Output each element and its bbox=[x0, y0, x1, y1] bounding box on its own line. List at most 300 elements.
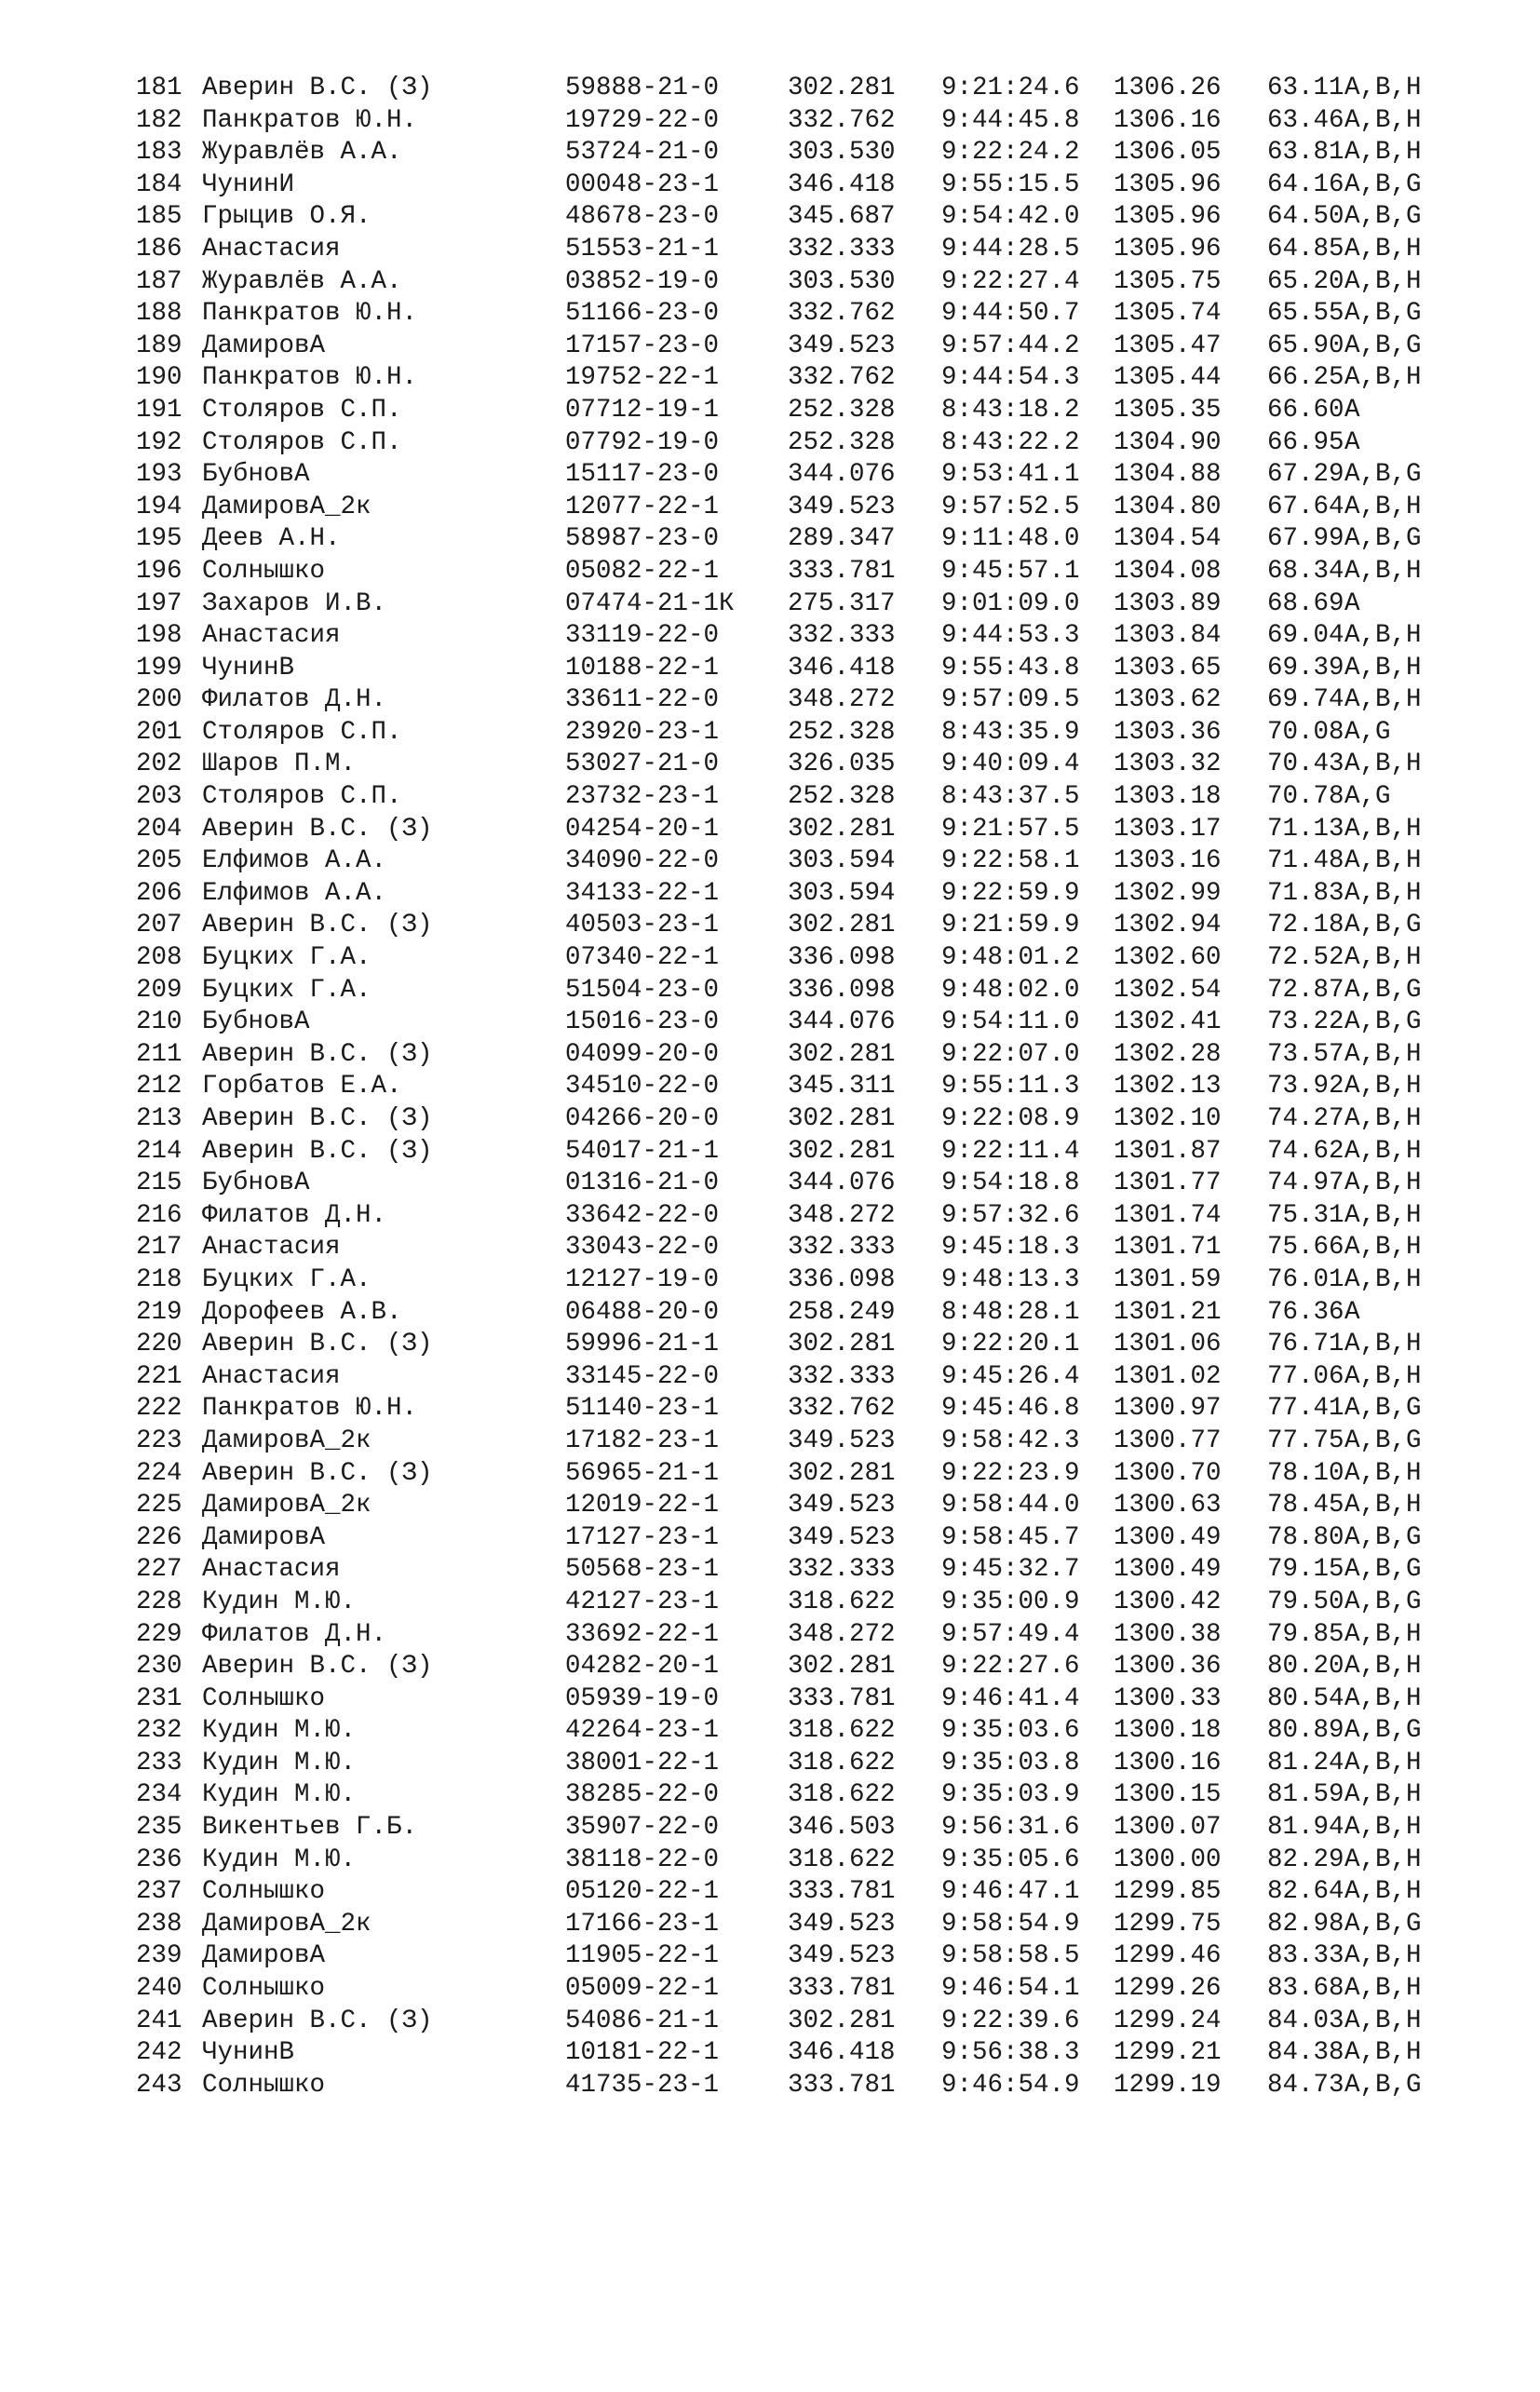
place-number: 227 bbox=[136, 1555, 182, 1585]
arrival-time: 9:55:43.8 bbox=[941, 653, 1080, 682]
ring-number: 10181-22-1 bbox=[565, 2038, 720, 2068]
result-row bbox=[136, 1200, 1422, 1233]
coefficient: 70.78 bbox=[1267, 782, 1344, 812]
distance-km: 252.328 bbox=[788, 395, 896, 425]
result-row bbox=[136, 427, 1360, 460]
place-number: 205 bbox=[136, 846, 182, 876]
ring-number: 01316-21-0 bbox=[565, 1169, 720, 1198]
speed: 1305.47 bbox=[1114, 331, 1222, 360]
ring-number: 51166-23-0 bbox=[565, 299, 720, 329]
arrival-time: 9:54:42.0 bbox=[941, 202, 1080, 232]
coefficient: 76.01 bbox=[1267, 1264, 1344, 1294]
coefficient: 70.43 bbox=[1267, 750, 1344, 779]
result-row bbox=[136, 588, 1360, 621]
coefficient: 66.25 bbox=[1267, 363, 1344, 393]
coefficient: 71.48 bbox=[1267, 846, 1344, 876]
result-row bbox=[136, 1845, 1422, 1877]
place-number: 189 bbox=[136, 331, 182, 360]
place-number: 202 bbox=[136, 750, 182, 779]
result-row bbox=[136, 942, 1422, 975]
fancier-name: Солнышко bbox=[202, 1877, 326, 1907]
speed: 1305.96 bbox=[1114, 202, 1222, 232]
place-number: 224 bbox=[136, 1458, 182, 1488]
speed: 1305.35 bbox=[1114, 395, 1222, 425]
coefficient: 64.85 bbox=[1267, 234, 1344, 264]
result-row bbox=[136, 492, 1422, 524]
place-number: 204 bbox=[136, 814, 182, 844]
ring-number: 58987-23-0 bbox=[565, 524, 720, 554]
result-row bbox=[136, 717, 1391, 750]
coefficient: 80.54 bbox=[1267, 1683, 1344, 1713]
result-row bbox=[136, 684, 1422, 717]
result-row bbox=[136, 1232, 1422, 1264]
distance-km: 349.523 bbox=[788, 331, 896, 360]
coefficient: 79.50 bbox=[1267, 1587, 1344, 1616]
distance-km: 252.328 bbox=[788, 717, 896, 747]
place-number: 229 bbox=[136, 1619, 182, 1649]
distance-km: 332.762 bbox=[788, 363, 896, 393]
groups: A,B,H bbox=[1344, 750, 1422, 779]
distance-km: 252.328 bbox=[788, 427, 896, 457]
speed: 1299.21 bbox=[1114, 2038, 1222, 2068]
place-number: 233 bbox=[136, 1748, 182, 1777]
place-number: 222 bbox=[136, 1394, 182, 1424]
groups: A,B,G bbox=[1344, 1909, 1422, 1939]
result-row bbox=[136, 1587, 1422, 1619]
ring-number: 05082-22-1 bbox=[565, 556, 720, 586]
distance-km: 345.311 bbox=[788, 1072, 896, 1101]
arrival-time: 9:48:13.3 bbox=[941, 1264, 1080, 1294]
distance-km: 344.076 bbox=[788, 1169, 896, 1198]
place-number: 200 bbox=[136, 685, 182, 715]
distance-km: 333.781 bbox=[788, 1877, 896, 1907]
place-number: 185 bbox=[136, 202, 182, 232]
fancier-name: ДамировА_2к bbox=[202, 1426, 371, 1455]
coefficient: 65.90 bbox=[1267, 331, 1344, 360]
arrival-time: 9:21:24.6 bbox=[941, 74, 1080, 102]
groups: A,B,H bbox=[1344, 1683, 1422, 1713]
distance-km: 302.281 bbox=[788, 1104, 896, 1133]
coefficient: 79.85 bbox=[1267, 1619, 1344, 1649]
distance-km: 258.249 bbox=[788, 1297, 896, 1327]
ring-number: 12019-22-1 bbox=[565, 1491, 720, 1520]
groups: A,B,H bbox=[1344, 1748, 1422, 1777]
ring-number: 38285-22-0 bbox=[565, 1780, 720, 1810]
arrival-time: 9:57:09.5 bbox=[941, 685, 1080, 715]
place-number: 218 bbox=[136, 1264, 182, 1294]
coefficient: 72.52 bbox=[1267, 943, 1344, 973]
speed: 1302.54 bbox=[1114, 975, 1222, 1005]
ring-number: 17157-23-0 bbox=[565, 331, 720, 360]
groups: A,B,H bbox=[1344, 1845, 1422, 1874]
speed: 1303.89 bbox=[1114, 588, 1222, 618]
coefficient: 78.80 bbox=[1267, 1522, 1344, 1552]
speed: 1300.70 bbox=[1114, 1458, 1222, 1488]
place-number: 186 bbox=[136, 234, 182, 264]
place-number: 241 bbox=[136, 2006, 182, 2035]
coefficient: 72.87 bbox=[1267, 975, 1344, 1005]
speed: 1303.65 bbox=[1114, 653, 1222, 682]
result-row bbox=[136, 1103, 1422, 1136]
fancier-name: БубновА bbox=[202, 1169, 310, 1198]
ring-number: 07474-21-1К bbox=[565, 588, 735, 618]
result-row bbox=[136, 459, 1422, 492]
place-number: 199 bbox=[136, 653, 182, 682]
fancier-name: Столяров С.П. bbox=[202, 782, 402, 812]
speed: 1300.49 bbox=[1114, 1555, 1222, 1585]
distance-km: 333.781 bbox=[788, 2070, 896, 2100]
fancier-name: Анастасия bbox=[202, 234, 341, 264]
result-row bbox=[136, 814, 1422, 846]
speed: 1304.54 bbox=[1114, 524, 1222, 554]
result-row bbox=[136, 1651, 1422, 1683]
arrival-time: 9:58:54.9 bbox=[941, 1909, 1080, 1939]
result-row bbox=[136, 331, 1422, 363]
fancier-name: Аверин В.С. (З) bbox=[202, 2006, 433, 2035]
place-number: 181 bbox=[136, 74, 182, 102]
distance-km: 346.418 bbox=[788, 2038, 896, 2068]
coefficient: 68.34 bbox=[1267, 556, 1344, 586]
ring-number: 33611-22-0 bbox=[565, 685, 720, 715]
distance-km: 302.281 bbox=[788, 74, 896, 102]
place-number: 231 bbox=[136, 1683, 182, 1713]
fancier-name: БубновА bbox=[202, 1007, 310, 1037]
place-number: 230 bbox=[136, 1652, 182, 1682]
result-row bbox=[136, 556, 1422, 588]
speed: 1300.42 bbox=[1114, 1587, 1222, 1616]
speed: 1300.38 bbox=[1114, 1619, 1222, 1649]
speed: 1305.44 bbox=[1114, 363, 1222, 393]
arrival-time: 9:46:47.1 bbox=[941, 1877, 1080, 1907]
coefficient: 71.13 bbox=[1267, 814, 1344, 844]
result-row bbox=[136, 1458, 1422, 1491]
speed: 1302.99 bbox=[1114, 878, 1222, 908]
place-number: 190 bbox=[136, 363, 182, 393]
coefficient: 79.15 bbox=[1267, 1555, 1344, 1585]
arrival-time: 9:35:03.6 bbox=[941, 1716, 1080, 1746]
distance-km: 303.530 bbox=[788, 266, 896, 296]
groups: A,B,G bbox=[1344, 169, 1422, 199]
arrival-time: 9:56:38.3 bbox=[941, 2038, 1080, 2068]
arrival-time: 8:43:35.9 bbox=[941, 717, 1080, 747]
groups: A,B,H bbox=[1344, 74, 1422, 102]
arrival-time: 9:53:41.1 bbox=[941, 460, 1080, 490]
fancier-name: Кудин М.Ю. bbox=[202, 1587, 357, 1616]
arrival-time: 9:45:57.1 bbox=[941, 556, 1080, 586]
arrival-time: 9:57:44.2 bbox=[941, 331, 1080, 360]
coefficient: 77.75 bbox=[1267, 1426, 1344, 1455]
result-row bbox=[136, 2006, 1422, 2038]
fancier-name: Деев А.Н. bbox=[202, 524, 341, 554]
distance-km: 332.333 bbox=[788, 1233, 896, 1263]
place-number: 223 bbox=[136, 1426, 182, 1455]
result-row bbox=[136, 878, 1422, 911]
coefficient: 82.98 bbox=[1267, 1909, 1344, 1939]
coefficient: 72.18 bbox=[1267, 911, 1344, 940]
fancier-name: Филатов Д.Н. bbox=[202, 1619, 387, 1649]
groups: A,B,G bbox=[1344, 524, 1422, 554]
coefficient: 83.68 bbox=[1267, 1974, 1344, 2004]
coefficient: 70.08 bbox=[1267, 717, 1344, 747]
ring-number: 15016-23-0 bbox=[565, 1007, 720, 1037]
arrival-time: 9:58:44.0 bbox=[941, 1491, 1080, 1520]
speed: 1303.16 bbox=[1114, 846, 1222, 876]
place-number: 209 bbox=[136, 975, 182, 1005]
speed: 1302.13 bbox=[1114, 1072, 1222, 1101]
arrival-time: 9:44:45.8 bbox=[941, 105, 1080, 135]
groups: A,B,H bbox=[1344, 105, 1422, 135]
arrival-time: 9:22:20.1 bbox=[941, 1330, 1080, 1359]
distance-km: 346.503 bbox=[788, 1813, 896, 1843]
distance-km: 349.523 bbox=[788, 1941, 896, 1971]
groups: A,B,H bbox=[1344, 878, 1422, 908]
place-number: 217 bbox=[136, 1233, 182, 1263]
ring-number: 07712-19-1 bbox=[565, 395, 720, 425]
groups: A,B,H bbox=[1344, 492, 1422, 521]
ring-number: 19729-22-0 bbox=[565, 105, 720, 135]
arrival-time: 9:21:59.9 bbox=[941, 911, 1080, 940]
ring-number: 04282-20-1 bbox=[565, 1652, 720, 1682]
place-number: 195 bbox=[136, 524, 182, 554]
coefficient: 67.29 bbox=[1267, 460, 1344, 490]
fancier-name: Панкратов Ю.Н. bbox=[202, 1394, 418, 1424]
speed: 1304.08 bbox=[1114, 556, 1222, 586]
speed: 1301.02 bbox=[1114, 1361, 1222, 1391]
speed: 1301.59 bbox=[1114, 1264, 1222, 1294]
speed: 1306.16 bbox=[1114, 105, 1222, 135]
fancier-name: Аверин В.С. (З) bbox=[202, 1104, 433, 1133]
arrival-time: 9:22:23.9 bbox=[941, 1458, 1080, 1488]
result-row bbox=[136, 1361, 1422, 1394]
groups: A,B,H bbox=[1344, 1072, 1422, 1101]
arrival-time: 9:48:02.0 bbox=[941, 975, 1080, 1005]
coefficient: 69.74 bbox=[1267, 685, 1344, 715]
result-row bbox=[136, 2037, 1422, 2070]
coefficient: 76.36 bbox=[1267, 1297, 1344, 1327]
result-row bbox=[136, 910, 1422, 942]
coefficient: 67.64 bbox=[1267, 492, 1344, 521]
ring-number: 07340-22-1 bbox=[565, 943, 720, 973]
distance-km: 303.594 bbox=[788, 878, 896, 908]
fancier-name: ДамировА bbox=[202, 1941, 326, 1971]
groups: A,B,H bbox=[1344, 2006, 1422, 2035]
coefficient: 84.03 bbox=[1267, 2006, 1344, 2035]
result-row bbox=[136, 653, 1422, 685]
place-number: 201 bbox=[136, 717, 182, 747]
result-row bbox=[136, 1522, 1422, 1555]
fancier-name: ЧунинВ bbox=[202, 653, 295, 682]
speed: 1306.26 bbox=[1114, 74, 1222, 102]
arrival-time: 9:44:53.3 bbox=[941, 621, 1080, 651]
arrival-time: 9:22:27.4 bbox=[941, 266, 1080, 296]
distance-km: 252.328 bbox=[788, 782, 896, 812]
place-number: 228 bbox=[136, 1587, 182, 1616]
result-row bbox=[136, 620, 1422, 653]
ring-number: 11905-22-1 bbox=[565, 1941, 720, 1971]
arrival-time: 9:55:11.3 bbox=[941, 1072, 1080, 1101]
coefficient: 83.33 bbox=[1267, 1941, 1344, 1971]
fancier-name: Журавлёв А.А. bbox=[202, 138, 402, 168]
result-row bbox=[136, 1297, 1360, 1330]
arrival-time: 8:43:37.5 bbox=[941, 782, 1080, 812]
groups: A,B,H bbox=[1344, 2038, 1422, 2068]
arrival-time: 9:22:58.1 bbox=[941, 846, 1080, 876]
speed: 1303.84 bbox=[1114, 621, 1222, 651]
result-row bbox=[136, 781, 1391, 814]
result-row bbox=[136, 298, 1422, 331]
fancier-name: Аверин В.С. (З) bbox=[202, 1458, 433, 1488]
groups: A,B,H bbox=[1344, 814, 1422, 844]
groups: A,B,G bbox=[1344, 331, 1422, 360]
speed: 1299.24 bbox=[1114, 2006, 1222, 2035]
distance-km: 336.098 bbox=[788, 1264, 896, 1294]
groups: A,B,H bbox=[1344, 1877, 1422, 1907]
place-number: 235 bbox=[136, 1813, 182, 1843]
groups: A,B,H bbox=[1344, 1941, 1422, 1971]
place-number: 221 bbox=[136, 1361, 182, 1391]
result-row bbox=[136, 1748, 1422, 1780]
distance-km: 336.098 bbox=[788, 975, 896, 1005]
fancier-name: Шаров П.М. bbox=[202, 750, 357, 779]
arrival-time: 9:57:49.4 bbox=[941, 1619, 1080, 1649]
result-row bbox=[136, 362, 1422, 395]
result-row bbox=[136, 1007, 1422, 1039]
groups: A,B,H bbox=[1344, 1780, 1422, 1810]
place-number: 197 bbox=[136, 588, 182, 618]
result-row bbox=[136, 1715, 1422, 1748]
place-number: 234 bbox=[136, 1780, 182, 1810]
groups: A,B,H bbox=[1344, 685, 1422, 715]
distance-km: 332.762 bbox=[788, 299, 896, 329]
result-row bbox=[136, 73, 1422, 105]
coefficient: 67.99 bbox=[1267, 524, 1344, 554]
coefficient: 84.73 bbox=[1267, 2070, 1344, 2100]
fancier-name: Солнышко bbox=[202, 1683, 326, 1713]
fancier-name: Буцких Г.А. bbox=[202, 1264, 371, 1294]
distance-km: 333.781 bbox=[788, 556, 896, 586]
groups: A,B,G bbox=[1344, 1587, 1422, 1616]
arrival-time: 9:46:54.1 bbox=[941, 1974, 1080, 2004]
groups: A,B,H bbox=[1344, 1813, 1422, 1843]
place-number: 196 bbox=[136, 556, 182, 586]
speed: 1300.36 bbox=[1114, 1652, 1222, 1682]
coefficient: 82.29 bbox=[1267, 1845, 1344, 1874]
distance-km: 349.523 bbox=[788, 492, 896, 521]
speed: 1305.96 bbox=[1114, 169, 1222, 199]
groups: A,B,H bbox=[1344, 1652, 1422, 1682]
distance-km: 349.523 bbox=[788, 1522, 896, 1552]
ring-number: 59996-21-1 bbox=[565, 1330, 720, 1359]
speed: 1301.87 bbox=[1114, 1136, 1222, 1166]
ring-number: 34090-22-0 bbox=[565, 846, 720, 876]
speed: 1300.63 bbox=[1114, 1491, 1222, 1520]
ring-number: 33145-22-0 bbox=[565, 1361, 720, 1391]
groups: A,B,H bbox=[1344, 1039, 1422, 1069]
place-number: 198 bbox=[136, 621, 182, 651]
fancier-name: ДамировА_2к bbox=[202, 1491, 371, 1520]
place-number: 211 bbox=[136, 1039, 182, 1069]
arrival-time: 9:40:09.4 bbox=[941, 750, 1080, 779]
groups: A,B,H bbox=[1344, 943, 1422, 973]
ring-number: 05009-22-1 bbox=[565, 1974, 720, 2004]
place-number: 188 bbox=[136, 299, 182, 329]
fancier-name: Кудин М.Ю. bbox=[202, 1716, 357, 1746]
distance-km: 302.281 bbox=[788, 2006, 896, 2035]
distance-km: 318.622 bbox=[788, 1748, 896, 1777]
place-number: 238 bbox=[136, 1909, 182, 1939]
ring-number: 17166-23-1 bbox=[565, 1909, 720, 1939]
groups: A,B,H bbox=[1344, 556, 1422, 586]
distance-km: 333.781 bbox=[788, 1974, 896, 2004]
place-number: 212 bbox=[136, 1072, 182, 1101]
groups: A,G bbox=[1344, 717, 1391, 747]
result-row bbox=[136, 1136, 1422, 1169]
speed: 1302.10 bbox=[1114, 1104, 1222, 1133]
coefficient: 81.24 bbox=[1267, 1748, 1344, 1777]
ring-number: 54086-21-1 bbox=[565, 2006, 720, 2035]
groups: A,B,H bbox=[1344, 1136, 1422, 1166]
place-number: 191 bbox=[136, 395, 182, 425]
speed: 1300.33 bbox=[1114, 1683, 1222, 1713]
fancier-name: Кудин М.Ю. bbox=[202, 1748, 357, 1777]
fancier-name: Анастасия bbox=[202, 1233, 341, 1263]
fancier-name: Захаров И.В. bbox=[202, 588, 387, 618]
fancier-name: Викентьев Г.Б. bbox=[202, 1813, 418, 1843]
speed: 1300.00 bbox=[1114, 1845, 1222, 1874]
groups: A,B,H bbox=[1344, 1458, 1422, 1488]
ring-number: 05120-22-1 bbox=[565, 1877, 720, 1907]
fancier-name: Кудин М.Ю. bbox=[202, 1845, 357, 1874]
place-number: 216 bbox=[136, 1200, 182, 1230]
speed: 1304.88 bbox=[1114, 460, 1222, 490]
groups: A,B,G bbox=[1344, 975, 1422, 1005]
groups: A,B,H bbox=[1344, 846, 1422, 876]
ring-number: 38001-22-1 bbox=[565, 1748, 720, 1777]
fancier-name: Панкратов Ю.Н. bbox=[202, 299, 418, 329]
place-number: 206 bbox=[136, 878, 182, 908]
arrival-time: 9:11:48.0 bbox=[941, 524, 1080, 554]
place-number: 192 bbox=[136, 427, 182, 457]
distance-km: 332.762 bbox=[788, 1394, 896, 1424]
arrival-time: 9:21:57.5 bbox=[941, 814, 1080, 844]
fancier-name: Буцких Г.А. bbox=[202, 975, 371, 1005]
result-row bbox=[136, 1329, 1422, 1361]
fancier-name: ЧунинИ bbox=[202, 169, 295, 199]
result-row bbox=[136, 1168, 1422, 1200]
ring-number: 33642-22-0 bbox=[565, 1200, 720, 1230]
result-row bbox=[136, 1779, 1422, 1812]
arrival-time: 9:45:18.3 bbox=[941, 1233, 1080, 1263]
fancier-name: Анастасия bbox=[202, 1555, 341, 1585]
distance-km: 332.762 bbox=[788, 105, 896, 135]
result-row bbox=[136, 1393, 1422, 1426]
result-row bbox=[136, 234, 1422, 266]
ring-number: 48678-23-0 bbox=[565, 202, 720, 232]
place-number: 194 bbox=[136, 492, 182, 521]
fancier-name: ДамировА_2к bbox=[202, 1909, 371, 1939]
distance-km: 349.523 bbox=[788, 1426, 896, 1455]
fancier-name: Столяров С.П. bbox=[202, 717, 402, 747]
ring-number: 04254-20-1 bbox=[565, 814, 720, 844]
fancier-name: Елфимов А.А. bbox=[202, 878, 387, 908]
fancier-name: Грыцив О.Я. bbox=[202, 202, 371, 232]
ring-number: 51553-21-1 bbox=[565, 234, 720, 264]
arrival-time: 9:57:52.5 bbox=[941, 492, 1080, 521]
coefficient: 64.16 bbox=[1267, 169, 1344, 199]
ring-number: 03852-19-0 bbox=[565, 266, 720, 296]
arrival-time: 9:44:50.7 bbox=[941, 299, 1080, 329]
arrival-time: 8:48:28.1 bbox=[941, 1297, 1080, 1327]
